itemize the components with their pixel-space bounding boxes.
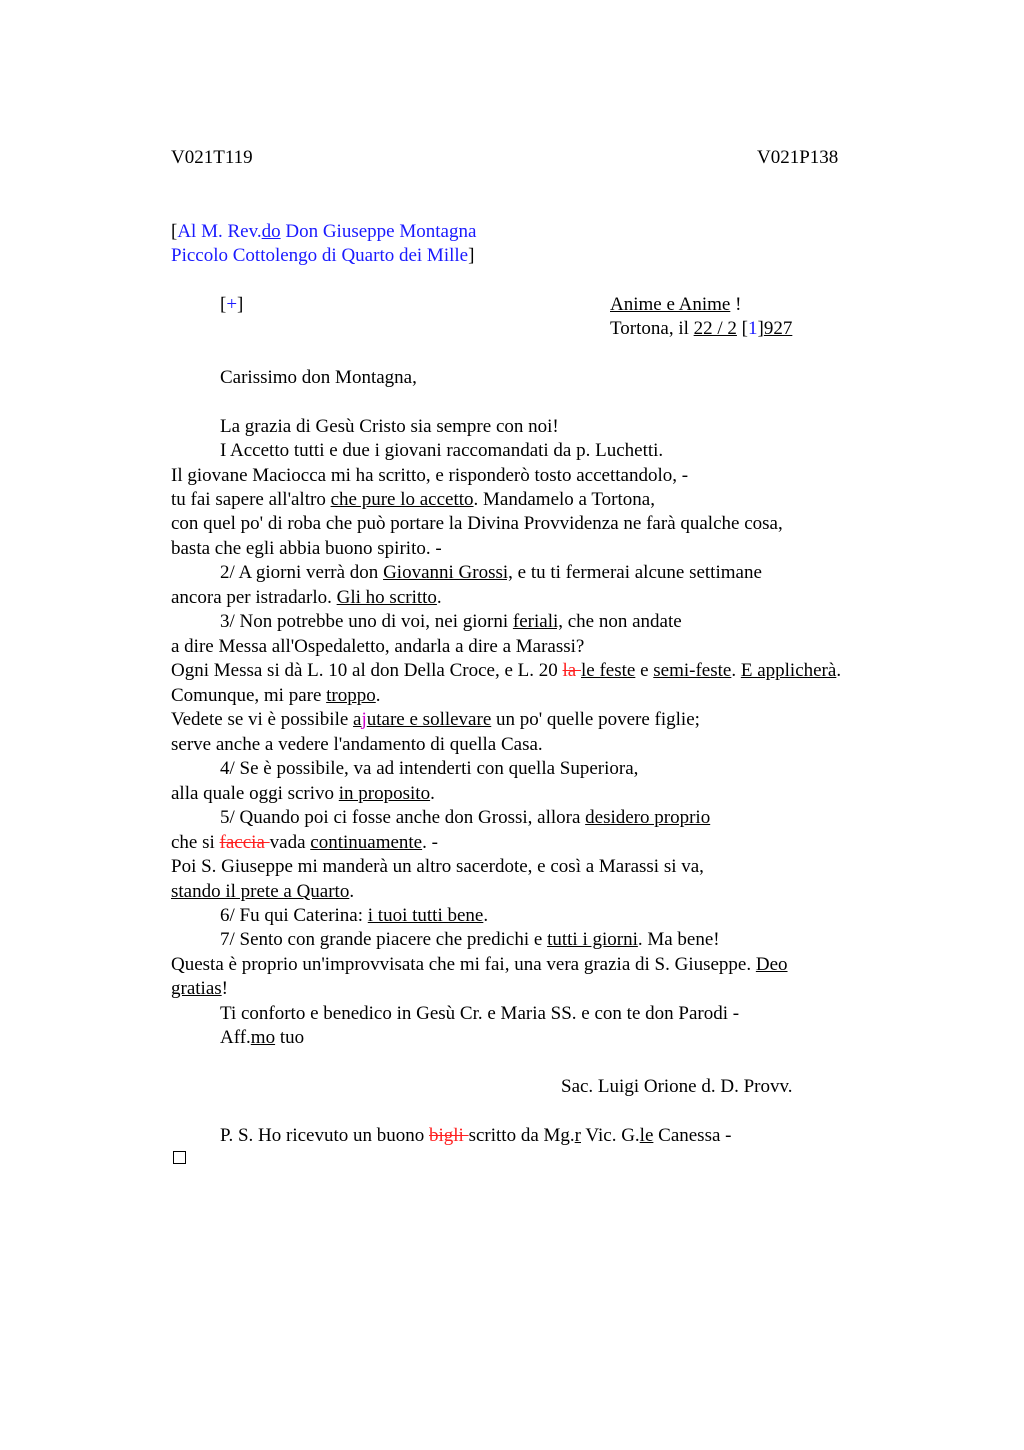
- greeting: La grazia di Gesù Cristo sia sempre con noi!: [220, 416, 559, 437]
- end-box-icon: [173, 1151, 186, 1164]
- address-line-2: Piccolo Cottolengo di Quarto dei Mille]: [171, 245, 475, 266]
- body-line: 7/ Sento con grande piacere che predichi e tutti i giorni. Ma bene!: [220, 929, 720, 950]
- body-line: 3/ Non potrebbe uno di voi, nei giorni feriali, che non andate: [220, 611, 682, 632]
- body-line: 6/ Fu qui Caterina: i tuoi tutti bene.: [220, 905, 489, 926]
- body-line: basta che egli abbia buono spirito. -: [171, 538, 442, 559]
- body-line: Il giovane Maciocca mi ha scritto, e risponderò tosto accettandolo, -: [171, 465, 689, 486]
- body-line: 4/ Se è possibile, va ad intenderti con quella Superiora,: [220, 758, 639, 779]
- body-line: ancora per istradarlo. Gli ho scritto.: [171, 587, 442, 608]
- body-line: Questa è proprio un'improvvisata che mi fai, una vera grazia di S. Giuseppe. Deo: [171, 954, 788, 975]
- body-line: 5/ Quando poi ci fosse anche don Grossi, allora desidero proprio: [220, 807, 711, 828]
- body-line: tu fai sapere all'altro che pure lo accetto. Mandamelo a Tortona,: [171, 489, 655, 510]
- postscript: P. S. Ho ricevuto un buono bigli scritto da Mg.r Vic. G.le Canessa -: [220, 1125, 732, 1146]
- cross-mark: [+]: [220, 294, 244, 315]
- body-line: I Accetto tutti e due i giovani raccomandati da p. Luchetti.: [220, 440, 664, 461]
- body-line: alla quale oggi scrivo in proposito.: [171, 783, 435, 804]
- body-line: Comunque, mi pare troppo.: [171, 685, 381, 706]
- body-line: gratias!: [171, 978, 228, 999]
- address-line-1: [Al M. Rev.do Don Giuseppe Montagna: [171, 221, 477, 242]
- body-line: con quel po' di roba che può portare la Divina Provvidenza ne farà qualche cosa,: [171, 513, 783, 534]
- document-code-left: V021T119: [171, 147, 253, 168]
- body-line: a dire Messa all'Ospedaletto, andarla a dire a Marassi?: [171, 636, 585, 657]
- salutation: Carissimo don Montagna,: [220, 367, 417, 388]
- signature: Sac. Luigi Orione d. D. Provv.: [561, 1076, 793, 1097]
- body-line: Poi S. Giuseppe mi manderà un altro sacerdote, e così a Marassi si va,: [171, 856, 704, 877]
- motto: Anime e Anime !: [610, 294, 742, 315]
- body-line: che si faccia vada continuamente. -: [171, 832, 438, 853]
- body-line: stando il prete a Quarto.: [171, 881, 355, 902]
- body-line: Ti conforto e benedico in Gesù Cr. e Maria SS. e con te don Parodi -: [220, 1003, 740, 1024]
- body-line: Ogni Messa si dà L. 10 al don Della Croce, e L. 20 la le feste e semi-feste. E applicherà.: [171, 660, 842, 681]
- dateline: Tortona, il 22 / 2 [1]927: [610, 318, 793, 339]
- closing: Aff.mo tuo: [220, 1027, 305, 1048]
- document-code-right: V021P138: [757, 147, 839, 168]
- body-line: 2/ A giorni verrà don Giovanni Grossi, e tu ti fermerai alcune settimane: [220, 562, 762, 583]
- body-line: serve anche a vedere l'andamento di quella Casa.: [171, 734, 543, 755]
- body-line: Vedete se vi è possibile ajutare e sollevare un po' quelle povere figlie;: [171, 709, 700, 730]
